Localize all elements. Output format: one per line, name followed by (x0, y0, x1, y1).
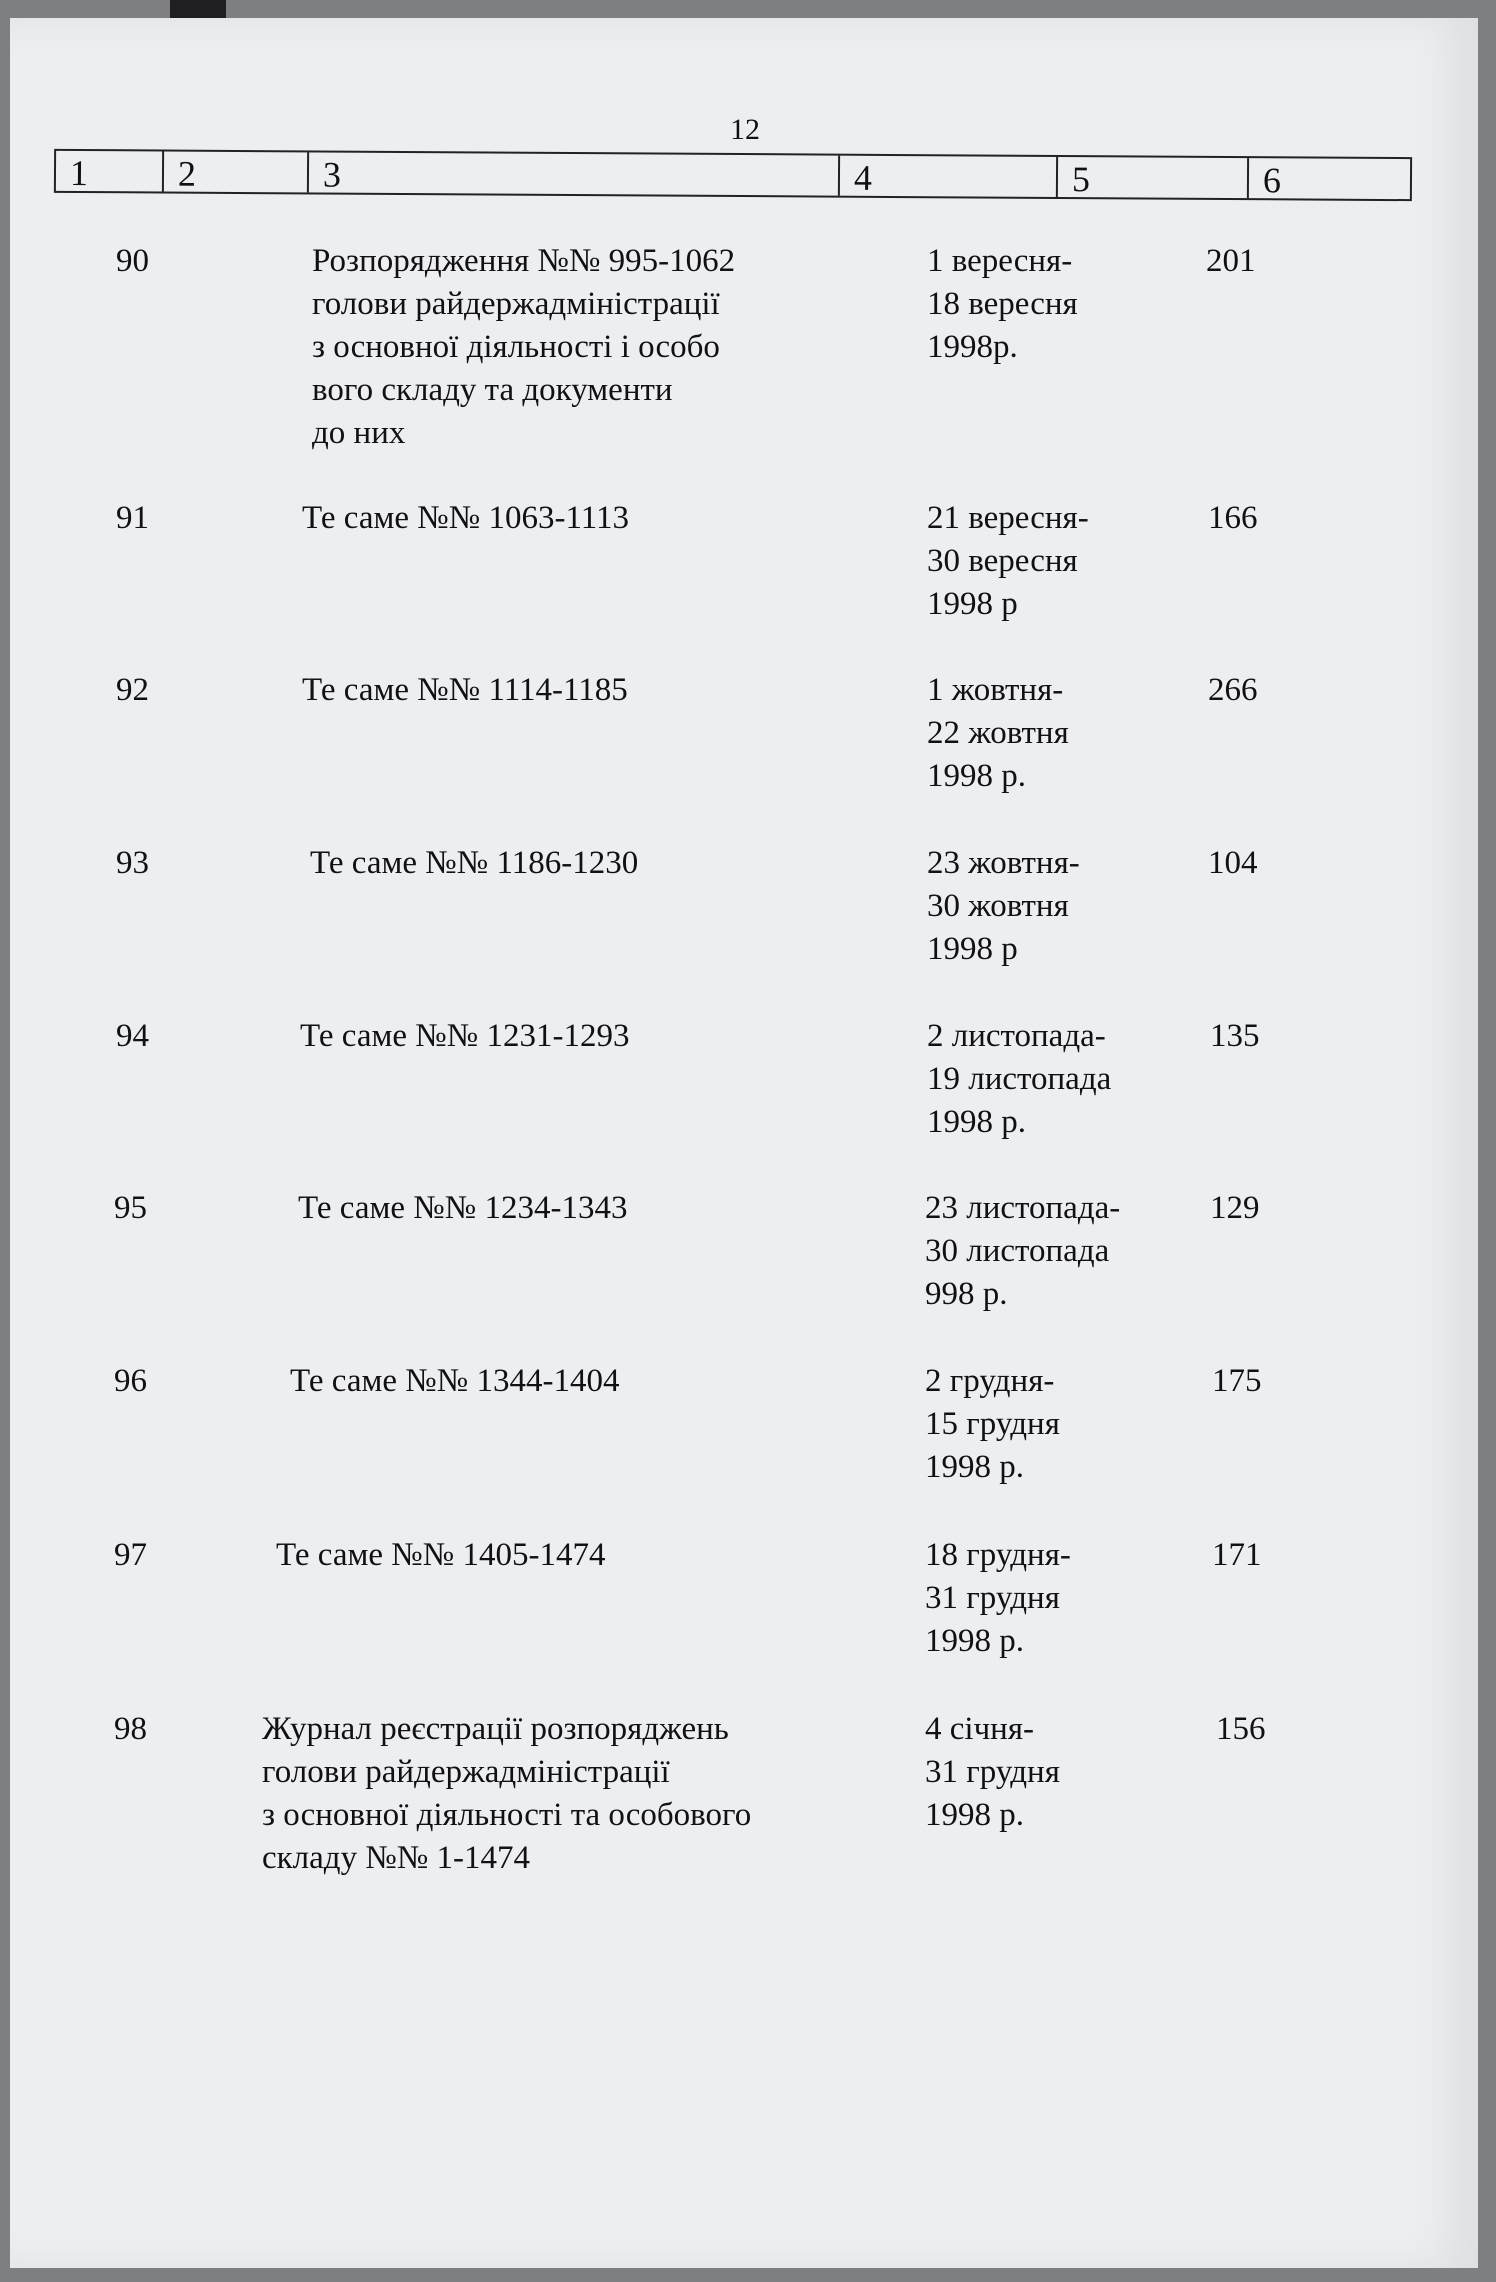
item-title: Розпорядження №№ 995-1062 голови райдержадміністрації з основної діяльності і особо вого складу та документи до них (312, 243, 736, 451)
item-date-range: 1 жовтня- 22 жовтня 1998 р. (927, 672, 1069, 794)
item-sheet-count: 201 (1206, 243, 1256, 279)
item-sheet-count: 166 (1208, 500, 1258, 536)
item-title: Те саме №№ 1231-1293 (300, 1018, 630, 1054)
column-header-3: 3 (309, 152, 840, 195)
document-page (10, 18, 1478, 2268)
item-title: Журнал реєстрації розпоряджень голови райдержадміністрації з основної діяльності та особового складу №№ 1-1474 (262, 1711, 752, 1876)
item-title: Те саме №№ 1063-1113 (302, 500, 630, 536)
item-title: Те саме №№ 1344-1404 (290, 1363, 620, 1399)
item-number: 97 (114, 1537, 147, 1573)
item-title: Те саме №№ 1405-1474 (276, 1537, 606, 1573)
item-date-range: 18 грудня- 31 грудня 1998 р. (925, 1537, 1071, 1659)
item-number: 93 (116, 845, 149, 881)
item-sheet-count: 156 (1216, 1711, 1266, 1747)
column-header-2: 2 (164, 152, 309, 193)
item-sheet-count: 129 (1210, 1190, 1260, 1226)
column-header-6: 6 (1262, 160, 1282, 201)
item-sheet-count: 175 (1212, 1363, 1262, 1399)
item-title: Те саме №№ 1234-1343 (298, 1190, 628, 1226)
inventory-list (10, 18, 1478, 2268)
page-number: 12 (730, 113, 760, 146)
item-date-range: 23 листопада- 30 листопада 998 р. (925, 1190, 1121, 1312)
item-sheet-count: 135 (1210, 1018, 1260, 1054)
item-number: 90 (116, 243, 149, 279)
scan-corner-shadow (170, 0, 226, 18)
column-header-1: 1 (56, 151, 164, 192)
item-number: 94 (116, 1018, 149, 1054)
item-date-range: 2 листопада- 19 листопада 1998 р. (927, 1018, 1112, 1140)
item-number: 95 (114, 1190, 147, 1226)
item-date-range: 21 вересня- 30 вересня 1998 р (927, 500, 1089, 622)
item-date-range: 2 грудня- 15 грудня 1998 р. (925, 1363, 1060, 1485)
item-number: 96 (114, 1363, 147, 1399)
column-header-5: 5 (1058, 157, 1249, 198)
item-sheet-count: 266 (1208, 672, 1258, 708)
item-title: Те саме №№ 1186-1230 (310, 845, 639, 881)
item-date-range: 1 вересня- 18 вересня 1998р. (927, 243, 1078, 365)
column-header-4: 4 (840, 156, 1058, 197)
item-number: 98 (114, 1711, 147, 1747)
item-title: Те саме №№ 1114-1185 (302, 672, 628, 708)
item-date-range: 23 жовтня- 30 жовтня 1998 р (927, 845, 1080, 967)
item-sheet-count: 104 (1208, 845, 1258, 881)
item-number: 92 (116, 672, 149, 708)
item-number: 91 (116, 500, 149, 536)
item-sheet-count: 171 (1212, 1537, 1262, 1573)
item-date-range: 4 січня- 31 грудня 1998 р. (925, 1711, 1060, 1833)
